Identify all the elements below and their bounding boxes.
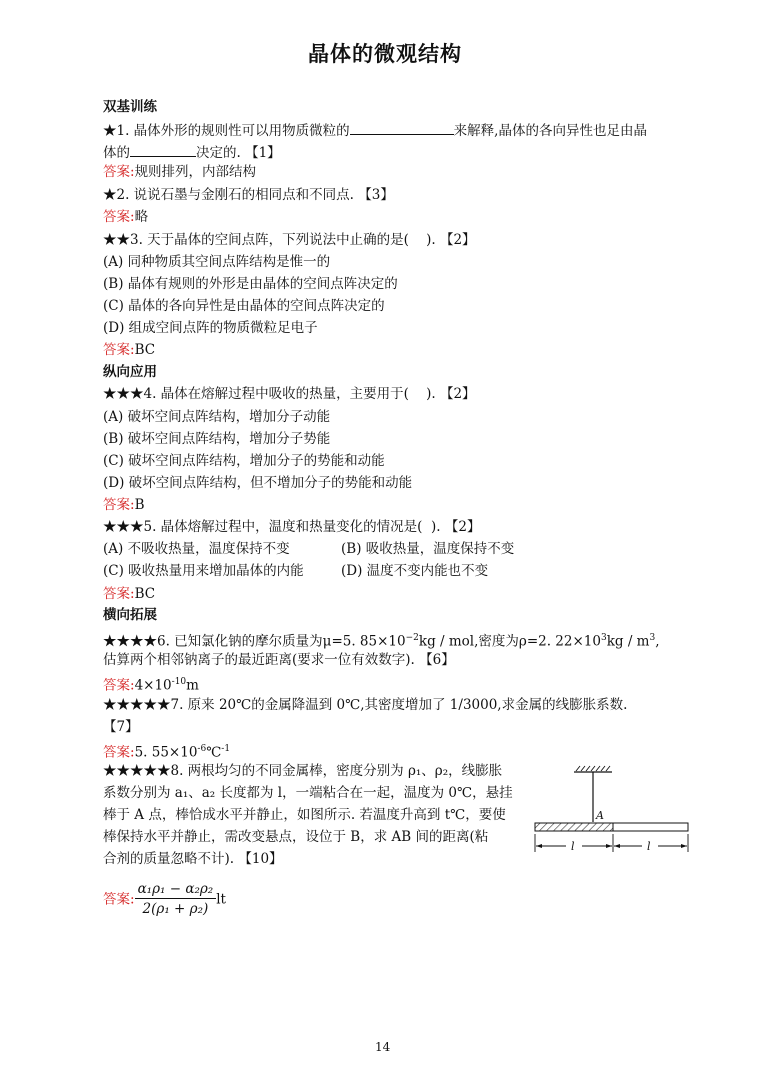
question-8-line-1: ★★★★★8. 两根均匀的不同金属棒，密度分别为 ρ₁、ρ₂，线膨胀 [103,763,503,779]
option-row-1 [103,540,515,558]
question-7-line-1: ★★★★★7. 原来 20℃的金属降温到 0℃,其密度增加了 1/3000,求金属的线膨胀系数. [103,697,628,713]
page-number: 14 [375,1040,391,1054]
answer-8 [103,880,226,926]
question-8-line-2: 系数分别为 a₁、a₂ 长度都为 l，一端粘合在一起，温度为 0℃，悬挂 [103,785,513,801]
answer-label: 答案: [103,497,135,513]
blank-field [130,142,196,157]
question-6-text-b: kg / mol,密度为ρ=2. 22×10 [418,633,601,650]
answer-1 [103,163,256,181]
answer-5 [103,585,155,603]
hanging-rod-diagram [530,762,695,854]
question-1-text-a: ★1. 晶体外形的规则性可以用物质微粒的 [103,123,350,139]
answer-text: BC [134,342,156,358]
option-b: (B) 吸收热量，温度保持不变 [341,541,515,557]
option-row-2 [103,562,489,580]
answer-text: B [134,497,145,513]
point-a-label: A [596,809,604,822]
question-6-text-d: , [655,633,660,650]
answer-text: BC [134,586,156,602]
section-heading: 横向拓展 [103,607,157,623]
exponent: 3 [600,633,607,643]
question-4: ★★★4. 晶体在熔解过程中吸收的热量，主要用于( ). 【2】 [103,386,476,402]
answer-label: 答案: [103,164,135,180]
answer-text: 规则排列，内部结构 [134,164,257,180]
option-c: (C) 吸收热量用来增加晶体的内能 [103,563,304,579]
question-6-line-2: 估算两个相邻钠离子的最近距离(要求一位有效数字). 【6】 [103,652,455,668]
answer-text: 5. 55×10 [134,744,198,761]
question-1-text-b: 来解释,晶体的各向异性也足由晶 [453,123,647,139]
ceiling-hatch [576,766,610,771]
fraction-denominator: 2(ρ₁ + ρ₂) [142,901,209,917]
answer-tail: lt [216,891,226,908]
length-label-left: l [571,840,575,853]
exponent: -6 [197,744,207,754]
question-8-line-5: 合剂的质量忽略不计). 【10】 [103,851,283,867]
option-c: (C) 晶体的各向异性是由晶体的空间点阵决定的 [103,298,385,314]
length-label-right: l [647,840,651,853]
question-1-line-2 [103,142,281,162]
option-a: (A) 破坏空间点阵结构，增加分子动能 [103,409,331,425]
answer-text: 略 [134,209,149,225]
question-1-text-d: 决定的. 【1】 [196,145,281,161]
answer-text: 4×10 [134,677,172,694]
fraction-numerator: α₁ρ₁ − α₂ρ₂ [135,880,217,899]
answer-fraction [135,880,217,919]
question-6-line-1 [103,629,660,651]
answer-label: 答案: [103,744,135,761]
answer-label: 答案: [103,209,135,225]
answer-7 [103,740,230,762]
rod-left [535,823,613,831]
question-6-text-a: ★★★★6. 已知氯化钠的摩尔质量为μ=5. 85×10 [103,633,406,650]
blank-field [350,120,454,135]
question-7-line-2: 【7】 [103,719,139,735]
question-5: ★★★5. 晶体熔解过程中，温度和热量变化的情况是( ). 【2】 [103,519,481,535]
page-title: 晶体的微观结构 [308,42,462,66]
answer-label: 答案: [103,342,135,358]
option-b: (B) 破坏空间点阵结构，增加分子势能 [103,431,331,447]
question-2: ★2. 说说石墨与金刚石的相同点和不同点. 【3】 [103,187,394,203]
option-c: (C) 破坏空间点阵结构，增加分子的势能和动能 [103,453,385,469]
section-heading: 双基训练 [103,99,157,115]
question-8-line-4: 棒保持水平并静止，需改变悬点，设位于 B，求 AB 间的距离(粘 [103,829,489,845]
section-heading: 纵向应用 [103,364,157,380]
exponent: -1 [221,744,231,754]
question-6-text-c: kg / m [606,633,650,650]
option-d: (D) 组成空间点阵的物质微粒足电子 [103,320,318,336]
answer-6 [103,673,199,695]
question-3: ★★3. 天于晶体的空间点阵，下列说法中止确的是( ). 【2】 [103,232,476,248]
option-b: (B) 晶体有规则的外形是由晶体的空间点阵决定的 [103,276,398,292]
exponent: −2 [405,633,419,643]
answer-label: 答案: [103,891,135,908]
question-1-line-1 [103,120,647,140]
rod-right [613,823,688,831]
answer-2 [103,208,148,226]
answer-4 [103,496,144,514]
exponent: -10 [171,677,187,687]
answer-label: 答案: [103,586,135,602]
answer-label: 答案: [103,677,135,694]
question-8-line-3: 棒于 A 点，棒恰成水平并静止，如图所示. 若温度升高到 t℃，要使 [103,807,506,823]
option-d: (D) 温度不变内能也不变 [341,563,489,579]
exponent: 3 [649,633,656,643]
answer-unit: m [186,677,199,694]
answer-3 [103,341,155,359]
option-a: (A) 同种物质其空间点阵结构是惟一的 [103,254,331,270]
answer-unit: ℃ [206,744,222,761]
question-1-text-c: 体的 [103,145,130,161]
option-a: (A) 不吸收热量，温度保持不变 [103,541,290,557]
option-d: (D) 破坏空间点阵结构，但不增加分子的势能和动能 [103,475,413,491]
